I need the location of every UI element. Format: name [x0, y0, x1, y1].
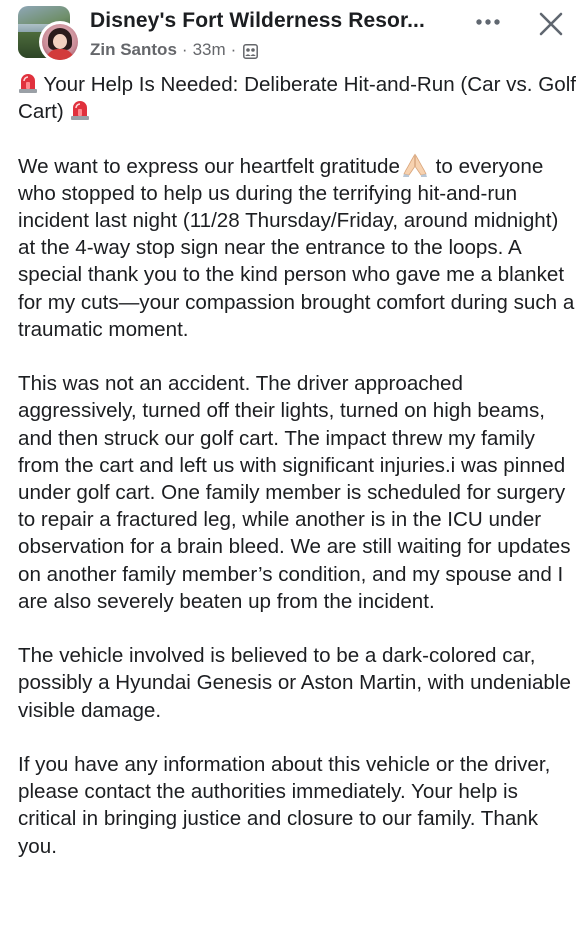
author-name-link[interactable]: Zin Santos [90, 40, 177, 59]
author-avatar[interactable] [42, 24, 78, 60]
close-button[interactable] [534, 7, 568, 41]
post-body [18, 71, 576, 887]
siren-icon [70, 99, 90, 121]
paragraph-1-text-a: We want to express our heartfelt gratitude [18, 154, 400, 178]
post-timestamp[interactable]: 33m [192, 40, 226, 59]
post-paragraph-4: If you have any information about this vehicle or the driver, please contact the authorities immediately. Your help is critical in bringing justice and closure to our family. Thank you. [18, 753, 551, 858]
folded-hands-icon [400, 153, 430, 177]
paragraph-1-text-b: to everyone who stopped to help us during the terrifying hit-and-run incident last night (11/28 Thursday/Friday, around midnight) at the 4-way stop sign near the entrance to the loops. A special thank you to the kind person who gave me a blanket for my cuts—your compassion brought comfort during such a traumatic moment. [18, 154, 575, 341]
post-paragraph-1 [18, 153, 576, 343]
post-paragraph-3: The vehicle involved is believed to be a dark-colored car, possibly a Hyundai Genesis or Aston Martin, with undeniable visible damage. [18, 644, 571, 722]
post-header [0, 0, 585, 66]
more-dots-icon [475, 18, 501, 26]
group-name-link[interactable]: Disney's Fort Wilderness Resor... [90, 9, 425, 32]
post-paragraph-2: This was not an accident. The driver approached aggressively, turned off their lights, turned on high beams, and then struck our golf cart. The impact threw my family from the cart and left us with significant injuries.i was pinned under golf cart. One family member is scheduled for surgery to repair a fractured leg, while another is in the ICU under observation for a brain bleed. We are still waiting for updates on another family member’s condition, and my spouse and I are also severely beaten up from the incident. [18, 372, 571, 613]
close-icon [539, 12, 563, 36]
meta-separator: · [181, 40, 188, 59]
siren-icon [18, 72, 38, 94]
post-title [18, 71, 576, 125]
group-members-icon [243, 44, 258, 59]
post-title-text: Your Help Is Needed: Deliberate Hit-and-Run (Car vs. Golf Cart) [18, 73, 576, 124]
more-options-button[interactable] [472, 8, 504, 36]
meta-separator-2: · [230, 40, 237, 59]
post-meta [90, 40, 258, 60]
